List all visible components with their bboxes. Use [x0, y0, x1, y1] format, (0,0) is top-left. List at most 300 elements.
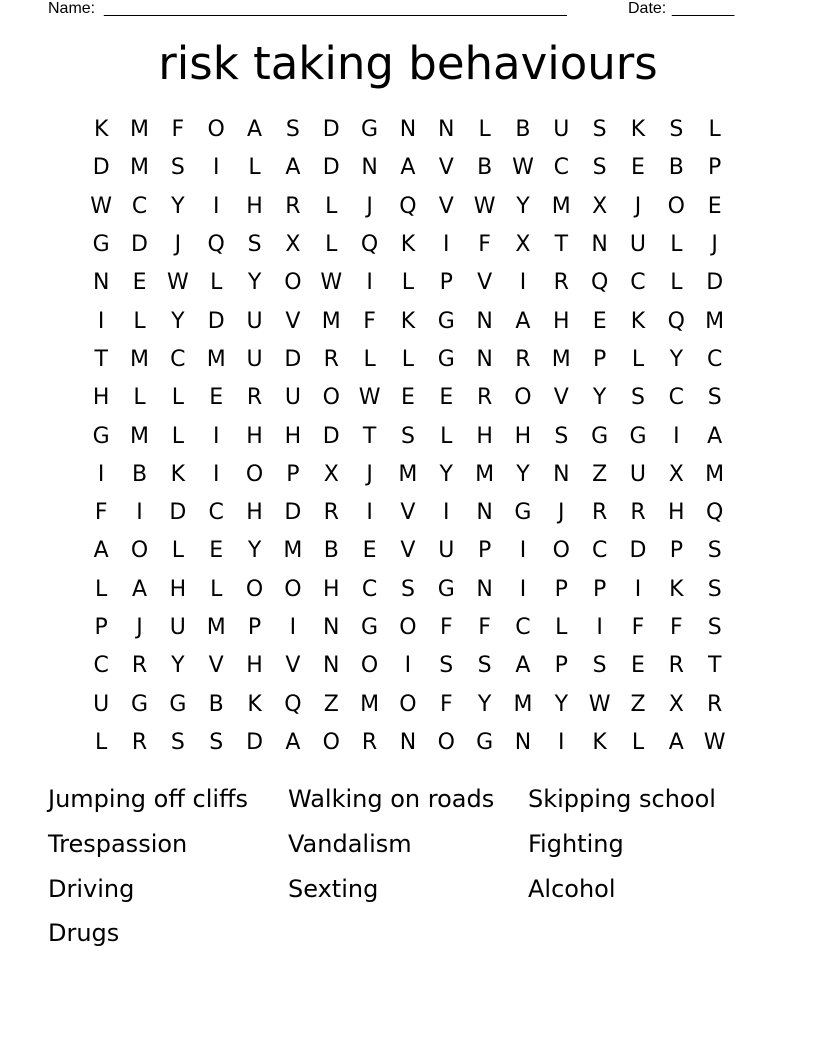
grid-letter: C [170, 346, 186, 372]
grid-letter: C [553, 155, 569, 181]
grid-letter: F [363, 308, 376, 334]
grid-letter: H [246, 653, 263, 679]
page-title: risk taking behaviours [158, 37, 658, 90]
grid-letter: U [629, 232, 647, 258]
grid-letter: G [169, 691, 187, 717]
grid-letter: H [284, 423, 302, 449]
grid-letter: A [707, 423, 723, 449]
grid-letter: S [592, 653, 607, 679]
grid-row [82, 341, 734, 379]
grid-letter: L [95, 576, 108, 602]
grid-letter: Y [247, 270, 262, 296]
grid-letter: M [321, 308, 341, 334]
grid-letter: P [247, 615, 262, 640]
grid-letter: L [133, 385, 146, 411]
grid-letter: C [515, 615, 531, 640]
grid-letter: G [361, 117, 379, 143]
grid-letter: L [555, 615, 568, 640]
grid-letter: O [207, 117, 225, 143]
grid-row [82, 264, 734, 302]
grid-letter: Q [207, 232, 225, 258]
grid-letter: Y [477, 691, 492, 717]
grid-letter: B [208, 691, 224, 717]
grid-letter: C [131, 193, 148, 219]
grid-letter: W [166, 270, 189, 296]
grid-letter: I [519, 270, 527, 296]
grid-letter: Y [554, 691, 569, 717]
grid-letter: A [285, 729, 301, 755]
grid-letter: L [171, 538, 184, 564]
grid-letter: Y [439, 461, 453, 487]
grid-letter: F [478, 615, 491, 640]
grid-letter: M [283, 538, 303, 564]
grid-letter: D [322, 423, 340, 449]
grid-letter: S [247, 232, 262, 258]
grid-letter: N [476, 346, 493, 372]
grid-letter: O [552, 538, 570, 564]
grid-letter: H [246, 193, 263, 219]
grid-letter: O [284, 270, 302, 296]
grid-letter: R [131, 729, 148, 755]
grid-row [82, 417, 734, 455]
grid-row [82, 647, 734, 685]
grid-letter: Y [516, 461, 530, 487]
grid-letter: S [669, 117, 684, 143]
grid-letter: Z [323, 691, 339, 717]
grid-letter: L [670, 232, 683, 258]
grid-letter: O [245, 461, 264, 487]
grid-letter: O [130, 538, 149, 564]
grid-letter: L [325, 232, 338, 258]
grid-letter: G [629, 423, 647, 449]
grid-letter: P [554, 653, 568, 679]
grid-letter: W [320, 270, 343, 296]
grid-letter: X [323, 461, 339, 487]
grid-letter: N [399, 117, 417, 143]
grid-letter: I [404, 653, 412, 679]
grid-letter: H [476, 423, 493, 449]
grid-letter: D [629, 538, 647, 564]
grid-letter: D [131, 232, 148, 258]
grid-letter: L [631, 729, 645, 755]
grid-letter: I [212, 193, 220, 219]
grid-letter: M [206, 346, 226, 372]
grid-letter: N [591, 232, 608, 258]
grid-letter: G [92, 423, 110, 449]
grid-row [82, 571, 734, 609]
grid-letter: L [325, 193, 338, 219]
grid-letter: I [366, 270, 373, 296]
grid-letter: U [284, 385, 301, 411]
grid-letter: U [246, 308, 263, 334]
grid-letter: R [285, 193, 301, 219]
grid-letter: F [478, 232, 491, 258]
grid-letter: M [705, 308, 725, 334]
grid-letter: T [362, 423, 377, 449]
grid-row [82, 149, 734, 187]
grid-letter: X [668, 691, 684, 717]
grid-letter: L [440, 423, 453, 449]
grid-letter: V [553, 385, 569, 411]
word-list-item: Walking on roads [288, 785, 495, 814]
grid-letter: P [554, 576, 568, 602]
grid-letter: R [246, 385, 263, 411]
grid-letter: G [591, 423, 609, 449]
grid-letter: O [667, 193, 685, 219]
grid-letter: I [673, 423, 680, 449]
grid-letter: F [670, 615, 683, 640]
grid-row [82, 188, 734, 226]
grid-letter: G [437, 346, 455, 372]
grid-letter: I [519, 538, 527, 564]
grid-letter: L [171, 385, 184, 411]
grid-letter: M [130, 423, 149, 449]
grid-letter: Z [592, 461, 608, 487]
grid-letter: V [400, 500, 416, 526]
grid-letter: D [706, 270, 724, 296]
grid-letter: S [170, 729, 185, 755]
grid-letter: N [323, 615, 340, 640]
grid-letter: S [400, 576, 415, 602]
grid-letter: F [439, 691, 453, 717]
grid-letter: I [519, 576, 527, 602]
grid-letter: S [554, 423, 569, 449]
grid-letter: D [207, 308, 225, 334]
grid-letter: R [361, 729, 378, 755]
name-date-header [48, 0, 748, 20]
grid-letter: G [476, 729, 494, 755]
grid-letter: G [130, 691, 149, 717]
grid-letter: U [93, 691, 110, 717]
word-row [48, 777, 768, 822]
grid-letter: M [206, 615, 226, 640]
grid-letter: M [130, 346, 149, 372]
grid-letter: W [358, 385, 381, 411]
grid-letter: W [703, 729, 726, 755]
grid-letter: I [634, 576, 642, 602]
grid-letter: O [322, 385, 340, 411]
grid-letter: R [131, 653, 148, 679]
grid-letter: X [515, 232, 531, 258]
grid-row [82, 379, 734, 417]
grid-letter: W [512, 155, 534, 181]
grid-letter: T [707, 653, 722, 679]
grid-letter: H [668, 500, 685, 526]
grid-letter: D [246, 729, 264, 755]
grid-letter: P [708, 155, 722, 181]
grid-letter: U [553, 117, 570, 143]
grid-row [82, 724, 734, 762]
grid-letter: G [514, 500, 532, 526]
grid-letter: A [131, 576, 148, 602]
grid-letter: Q [399, 193, 417, 219]
grid-letter: X [285, 232, 301, 258]
grid-letter: J [174, 232, 182, 258]
grid-letter: B [477, 155, 493, 181]
grid-letter: Z [630, 691, 646, 717]
grid-letter: E [362, 538, 377, 564]
grid-letter: V [438, 193, 454, 219]
grid-letter: K [400, 308, 416, 334]
grid-letter: O [437, 729, 455, 755]
grid-letter: M [398, 461, 418, 487]
grid-letter: Y [592, 385, 607, 411]
grid-row [82, 226, 734, 264]
grid-letter: H [553, 308, 570, 334]
grid-letter: I [212, 461, 220, 487]
grid-letter: F [171, 117, 185, 143]
grid-letter: F [439, 615, 453, 640]
grid-letter: N [323, 653, 340, 679]
date-blank-line: _______ [672, 0, 735, 17]
word-list-item: Sexting [288, 874, 379, 903]
word-row [48, 822, 768, 867]
grid-letter: O [399, 615, 417, 640]
grid-letter: R [323, 346, 339, 372]
grid-letter: D [322, 117, 340, 143]
date-label: Date: [628, 0, 667, 17]
grid-letter: S [170, 155, 185, 181]
grid-letter: I [97, 461, 105, 487]
grid-letter: E [400, 385, 415, 411]
word-list [48, 777, 768, 956]
grid-letter: K [592, 729, 607, 755]
grid-letter: K [669, 576, 684, 602]
grid-letter: I [212, 423, 220, 449]
grid-letter: G [437, 576, 455, 602]
grid-letter: M [360, 691, 380, 717]
grid-letter: S [592, 155, 607, 181]
grid-letter: S [707, 538, 722, 564]
grid-letter: A [400, 155, 416, 181]
grid-letter: D [284, 500, 302, 526]
grid-letter: C [706, 346, 723, 372]
grid-letter: S [400, 423, 415, 449]
word-row [48, 866, 768, 911]
grid-letter: R [553, 270, 569, 296]
grid-letter: V [285, 308, 301, 334]
grid-letter: I [212, 155, 220, 181]
grid-letter: L [363, 346, 376, 372]
grid-letter: P [593, 346, 607, 372]
word-list-item: Trespassion [48, 830, 188, 859]
grid-letter: X [592, 193, 608, 219]
grid-letter: B [668, 155, 684, 181]
grid-letter: D [322, 155, 340, 181]
grid-letter: N [514, 729, 532, 755]
grid-letter: J [711, 232, 718, 258]
grid-letter: R [707, 691, 723, 717]
grid-letter: R [323, 500, 339, 526]
grid-letter: S [631, 385, 645, 411]
grid-letter: C [208, 500, 224, 526]
grid-letter: N [399, 729, 417, 755]
grid-letter: V [208, 653, 224, 679]
grid-letter: P [593, 576, 607, 602]
grid-letter: I [136, 500, 143, 526]
grid-letter: R [591, 500, 608, 526]
grid-letter: I [97, 308, 105, 334]
grid-letter: G [92, 232, 110, 258]
grid-letter: E [631, 653, 645, 679]
grid-letter: S [477, 653, 492, 679]
grid-letter: L [210, 270, 223, 296]
grid-letter: F [631, 615, 645, 640]
grid-letter: O [284, 576, 302, 602]
grid-letter: P [439, 270, 453, 296]
grid-letter: A [515, 308, 531, 334]
grid-letter: Q [706, 500, 724, 526]
grid-letter: W [90, 193, 113, 219]
grid-letter: L [670, 270, 683, 296]
grid-letter: U [629, 461, 647, 487]
grid-letter: I [596, 615, 603, 640]
grid-letter: C [630, 270, 646, 296]
grid-letter: L [171, 423, 184, 449]
grid-letter: L [478, 117, 491, 143]
grid-letter: N [476, 500, 493, 526]
grid-letter: M [130, 117, 149, 143]
grid-letter: U [246, 346, 263, 372]
grid-letter: Q [284, 691, 302, 717]
word-list-item: Skipping school [528, 785, 716, 814]
grid-letter: J [366, 461, 373, 487]
grid-letter: W [588, 691, 611, 717]
grid-letter: T [94, 346, 108, 372]
grid-letter: D [169, 500, 187, 526]
grid-letter: K [630, 117, 646, 143]
grid-letter: H [169, 576, 187, 602]
grid-letter: D [284, 346, 302, 372]
grid-letter: K [630, 308, 646, 334]
grid-letter: C [361, 576, 378, 602]
grid-letter: S [439, 653, 454, 679]
grid-letter: H [246, 500, 263, 526]
grid-letter: Y [669, 346, 684, 372]
grid-letter: B [323, 538, 339, 564]
grid-row [82, 302, 734, 340]
grid-letter: S [707, 385, 722, 411]
letter-grid [82, 111, 734, 762]
grid-letter: K [400, 232, 416, 258]
grid-letter: I [443, 232, 450, 258]
grid-letter: E [209, 538, 224, 564]
grid-letter: N [553, 461, 570, 487]
grid-letter: H [322, 576, 340, 602]
grid-row [82, 111, 734, 149]
grid-letter: J [558, 500, 565, 526]
grid-letter: M [551, 346, 571, 372]
grid-letter: L [95, 729, 108, 755]
grid-letter: Q [590, 270, 609, 296]
grid-letter: A [668, 729, 684, 755]
grid-letter: P [477, 538, 492, 564]
grid-letter: L [708, 117, 721, 143]
grid-letter: O [322, 729, 340, 755]
grid-letter: Y [171, 308, 185, 334]
grid-letter: M [475, 461, 495, 487]
grid-letter: L [401, 270, 415, 296]
grid-letter: E [439, 385, 454, 411]
grid-letter: C [93, 653, 109, 679]
grid-letter: I [443, 500, 450, 526]
grid-letter: D [92, 155, 110, 181]
grid-letter: I [366, 500, 373, 526]
grid-letter: V [400, 538, 416, 564]
grid-letter: R [476, 385, 493, 411]
grid-letter: O [399, 691, 417, 717]
grid-letter: H [92, 385, 110, 411]
grid-letter: M [130, 155, 149, 181]
grid-letter: V [477, 270, 493, 296]
grid-letter: L [248, 155, 261, 181]
grid-letter: P [669, 538, 683, 564]
grid-letter: Y [247, 538, 262, 564]
grid-letter: M [513, 691, 533, 717]
grid-letter: X [668, 461, 684, 487]
grid-letter: G [437, 308, 455, 334]
grid-letter: Y [516, 193, 530, 219]
grid-letter: H [514, 423, 532, 449]
grid-letter: P [286, 461, 300, 487]
grid-letter: I [289, 615, 297, 640]
grid-row [82, 609, 734, 647]
grid-letter: H [246, 423, 263, 449]
grid-letter: A [247, 117, 263, 143]
grid-letter: N [476, 576, 493, 602]
grid-letter: L [210, 576, 223, 602]
word-list-item: Vandalism [288, 830, 412, 859]
grid-letter: A [285, 155, 301, 181]
grid-letter: Y [171, 193, 185, 219]
grid-letter: Y [171, 653, 185, 679]
grid-letter: S [707, 615, 722, 640]
grid-letter: N [361, 155, 378, 181]
word-list-item: Driving [48, 874, 135, 903]
grid-letter: K [93, 117, 109, 143]
word-list-item: Alcohol [528, 874, 616, 903]
word-list-item: Drugs [48, 919, 120, 948]
grid-letter: Q [360, 232, 379, 258]
grid-letter: U [169, 615, 186, 640]
grid-letter: C [591, 538, 608, 564]
grid-letter: N [438, 117, 455, 143]
grid-letter: E [592, 308, 607, 334]
grid-letter: P [94, 615, 108, 640]
grid-letter: W [473, 193, 496, 219]
grid-letter: O [514, 385, 532, 411]
grid-letter: B [131, 461, 148, 487]
grid-letter: J [136, 615, 143, 640]
grid-letter: E [707, 193, 722, 219]
grid-letter: C [668, 385, 685, 411]
grid-letter: V [438, 155, 454, 181]
grid-letter: G [361, 615, 379, 640]
grid-letter: T [554, 232, 569, 258]
name-blank-line: ____________________________________________________ [104, 0, 567, 17]
grid-letter: M [551, 193, 571, 219]
name-label: Name: [48, 0, 96, 17]
grid-letter: R [668, 653, 684, 679]
grid-letter: R [515, 346, 531, 372]
grid-letter: E [209, 385, 224, 411]
grid-letter: N [476, 308, 493, 334]
grid-letter: L [401, 346, 415, 372]
grid-letter: E [631, 155, 645, 181]
grid-letter: M [705, 461, 725, 487]
grid-letter: S [209, 729, 224, 755]
grid-letter: U [438, 538, 455, 564]
